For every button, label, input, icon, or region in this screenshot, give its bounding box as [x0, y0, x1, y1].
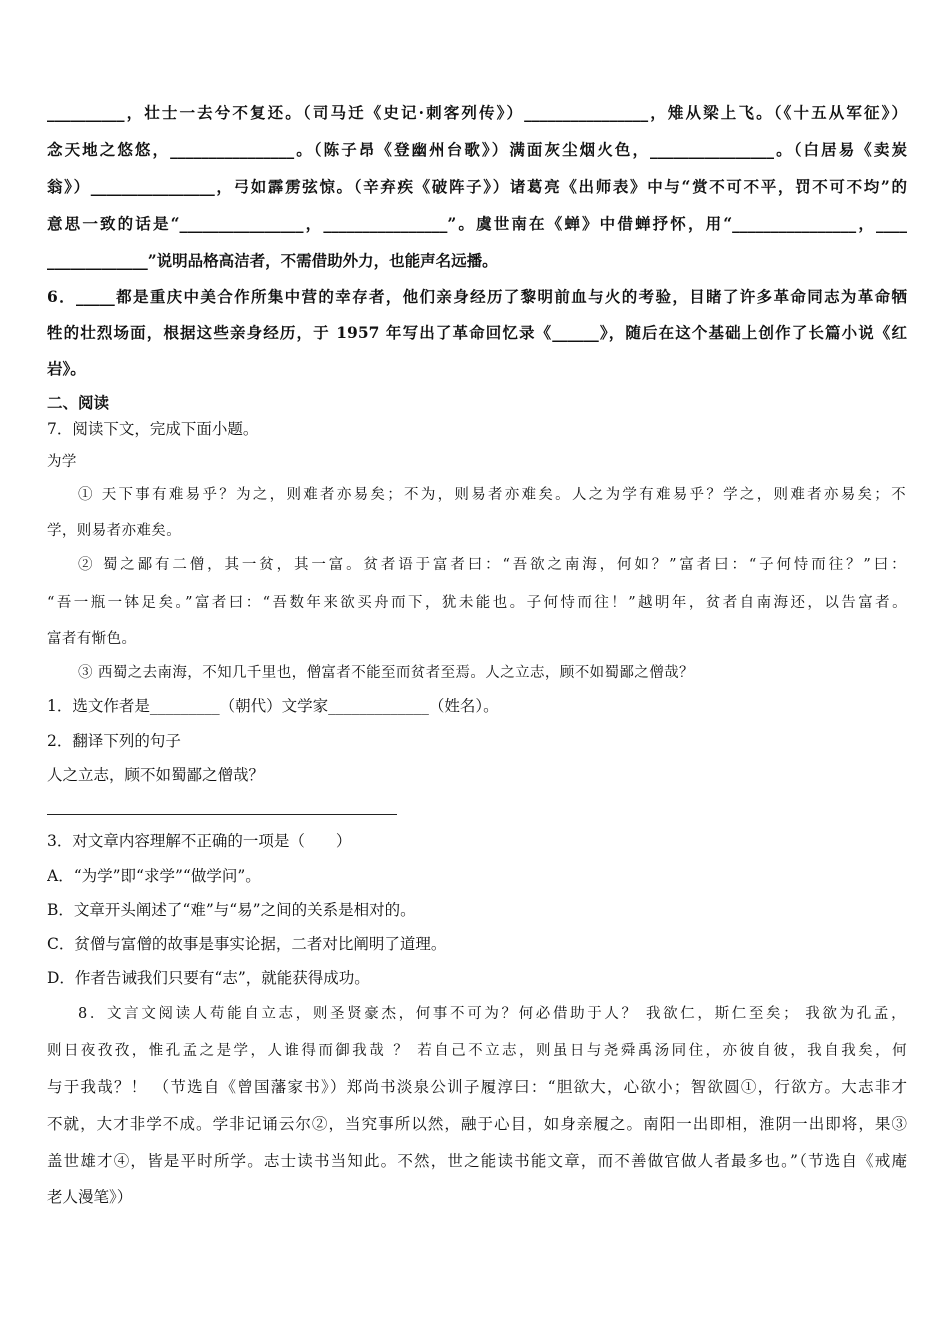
question-6-line-1: 6．_____都是重庆中美合作所集中营的幸存者，他们亲身经历了黎明前血与火的考验，目睹了许多革命同志为革命牺 [47, 287, 907, 306]
question-8-line-5: 盖世雄才④，皆是平时所学。志士读书当知此。不然，世之能读书能文章，而不善做官做人者最多也。”（节选自《戒庵 [47, 1152, 907, 1170]
passage-para-1-line-1: ① 天下事有难易乎？为之，则难者亦易矣；不为，则易者亦难矣。人之为学有难易乎？学之，则难者亦易矣；不 [78, 487, 906, 503]
fill-blank-line-3: 翁》）________________，弓如霹雳弦惊。（辛弃疾《破阵子》）诸葛亮《出师表》中与“赏不可不平，罚不可不均”的 [47, 177, 907, 196]
option-d: D．作者告诫我们只要有“志”，就能获得成功。 [47, 969, 370, 987]
section-heading-reading: 二、阅读 [47, 393, 110, 412]
question-8-line-1: 8．文言文阅读人苟能自立志，则圣贤豪杰，何事不可为？何必借助于人？ 我欲仁，斯仁至矣； 我欲为孔孟， [78, 1006, 906, 1022]
passage-para-3: ③ 西蜀之去南海，不知几千里也，僧富者不能至而贫者至焉。人之立志，顾不如蜀鄙之僧哉？ [78, 665, 694, 681]
fill-blank-line-5: _____________”说明品格高洁者，不需借助外力，也能声名远播。 [47, 251, 498, 270]
question-8-line-6: 老人漫笔》） [47, 1188, 133, 1206]
fill-blank-line-4: 意思一致的话是“________________，________________”。虞世南在《蝉》中借蝉抒怀，用“________________，____ [47, 214, 907, 233]
question-8-line-2: 则日夜孜孜，惟孔孟之是学，人谁得而御我哉 ？ 若自己不立志，则虽日与尧舜禹汤同住，亦彼自彼，我自我矣，何 [47, 1043, 907, 1059]
question-6-line-2: 牲的壮烈场面，根据这些亲身经历，于 1957 年写出了革命回忆录《______》，随后在这个基础上创作了长篇小说《红 [47, 323, 907, 342]
option-b: B．文章开头阐述了“难”与“易”之间的关系是相对的。 [47, 901, 416, 919]
subquestion-3: 3．对文章内容理解不正确的一项是（ ） [47, 832, 352, 850]
question-7-prompt: 7．阅读下文，完成下面小题。 [47, 420, 259, 438]
answer-line [47, 814, 397, 815]
option-c: C．贫僧与富僧的故事是事实论据，二者对比阐明了道理。 [47, 935, 447, 953]
fill-blank-line-1: __________，壮士一去兮不复还。（司马迁《史记·刺客列传》）________________，雉从梁上飞。（《十五从军征》） [47, 103, 907, 122]
passage-para-2-line-2: “吾一瓶一钵足矣。”富者曰：“吾数年来欲买舟而下，犹未能也。子何恃而往！”越明年，贫者自南海还，以告富者。 [47, 595, 907, 611]
passage-para-2-line-1: ② 蜀之鄙有二僧，其一贫，其一富。贫者语于富者曰：“吾欲之南海，何如？”富者曰：“子何恃而往？”曰： [78, 557, 906, 573]
passage-para-1-line-2: 学，则易者亦难矣。 [47, 523, 182, 539]
fill-blank-line-2: 念天地之悠悠，________________。（陈子昂《登幽州台歌》）满面灰尘烟火色，________________。（白居易《卖炭 [47, 140, 907, 159]
question-6-line-3: 岩》。 [47, 359, 86, 378]
subquestion-1: 1．选文作者是_________（朝代）文学家_____________（姓名）。 [47, 697, 499, 715]
question-8-line-4: 不就，大才非学不成。学非记诵云尔②，当究事所以然，融于心目，如身亲履之。南阳一出即相，淮阴一出即将，果③ [47, 1115, 907, 1133]
passage-title: 为学 [47, 454, 77, 470]
subquestion-2: 2．翻译下列的句子 [47, 732, 181, 750]
passage-para-2-line-3: 富者有惭色。 [47, 631, 137, 647]
option-a: A．“为学”即“求学”“做学问”。 [47, 867, 261, 885]
subquestion-2-sentence: 人之立志，顾不如蜀鄙之僧哉？ [47, 766, 265, 784]
question-8-line-3: 与于我哉？！ （节选自《曾国藩家书》）郑尚书淡泉公训子履淳曰：“胆欲大，心欲小；智欲圆①，行欲方。大志非才 [47, 1078, 907, 1096]
